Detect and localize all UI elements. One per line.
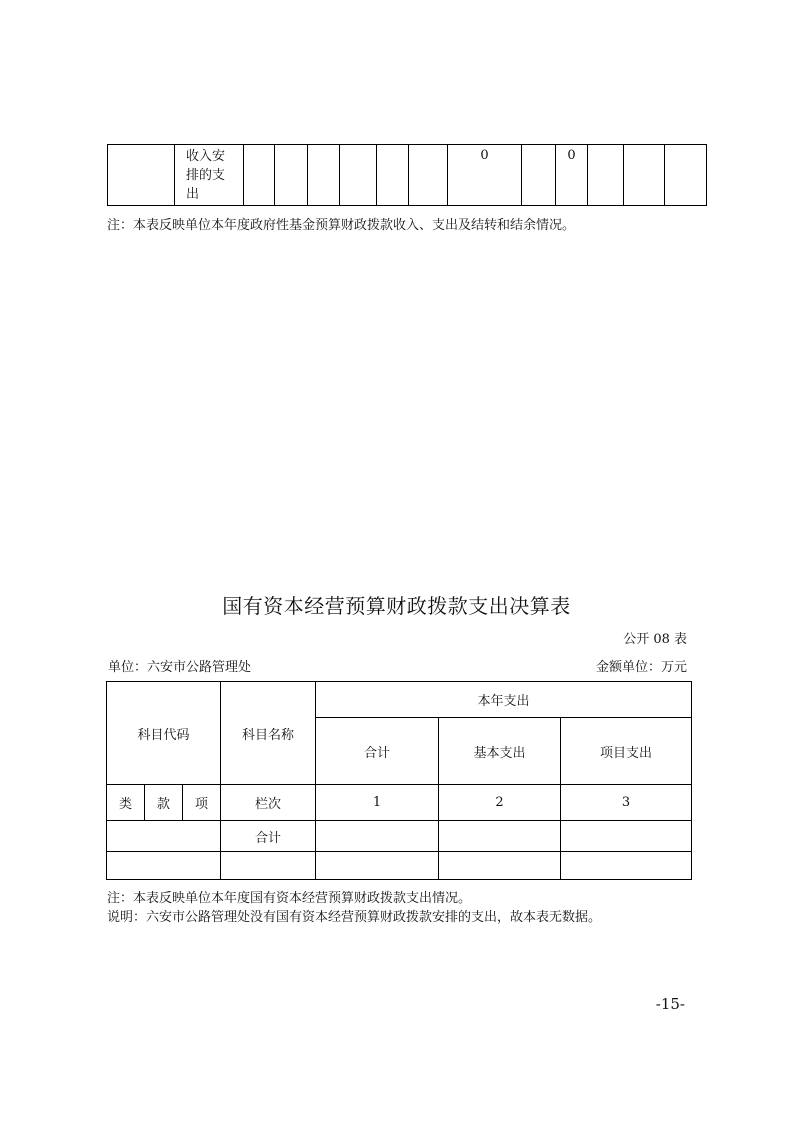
table-cell bbox=[561, 852, 692, 880]
unit-label: 单位：六安市公路管理处 bbox=[108, 660, 252, 675]
table-note: 注：本表反映单位本年度国有资本经营预算财政拨款支出情况。 bbox=[107, 891, 472, 906]
table-cell bbox=[439, 821, 561, 852]
table-row bbox=[107, 785, 692, 821]
column-number: 1 bbox=[316, 785, 439, 821]
table-cell bbox=[665, 145, 707, 206]
table-header-row bbox=[107, 682, 692, 718]
table-row bbox=[108, 145, 707, 206]
table-cell bbox=[377, 145, 409, 206]
value-cell: 0 bbox=[556, 145, 588, 206]
header-current-year-expenditure: 本年支出 bbox=[316, 682, 692, 718]
page-title: 国有资本经营预算财政拨款支出决算表 bbox=[222, 594, 571, 618]
table-cell bbox=[107, 852, 221, 880]
top-table-note: 注：本表反映单位本年度政府性基金预算财政拨款收入、支出及结转和结余情况。 bbox=[107, 218, 576, 233]
header-basic-expenditure: 基本支出 bbox=[439, 718, 561, 785]
header-xiang: 项 bbox=[183, 785, 221, 821]
header-lanci: 栏次 bbox=[221, 785, 316, 821]
table-row bbox=[107, 821, 692, 852]
table-cell bbox=[316, 821, 439, 852]
table-cell bbox=[439, 852, 561, 880]
table-cell bbox=[522, 145, 556, 206]
table-explanation: 说明：六安市公路管理处没有国有资本经营预算财政拨款安排的支出，故本表无数据。 bbox=[107, 910, 602, 925]
previous-table-fragment bbox=[107, 144, 707, 206]
column-number: 3 bbox=[561, 785, 692, 821]
total-label: 合计 bbox=[221, 821, 316, 852]
table-cell bbox=[624, 145, 665, 206]
table-cell bbox=[108, 145, 175, 206]
expenditure-table bbox=[106, 681, 692, 880]
table-cell bbox=[308, 145, 340, 206]
table-cell bbox=[244, 145, 275, 206]
header-project-expenditure: 项目支出 bbox=[561, 718, 692, 785]
column-number: 2 bbox=[439, 785, 561, 821]
table-cell bbox=[588, 145, 624, 206]
header-subject-code: 科目代码 bbox=[107, 682, 221, 785]
value-cell: 0 bbox=[448, 145, 522, 206]
header-lei: 类 bbox=[107, 785, 145, 821]
table-row bbox=[107, 852, 692, 880]
header-kuan: 款 bbox=[145, 785, 183, 821]
page-number: -15- bbox=[655, 995, 685, 1013]
table-cell bbox=[340, 145, 377, 206]
header-total: 合计 bbox=[316, 718, 439, 785]
row-label: 收入安 排的支 出 bbox=[175, 145, 244, 206]
table-cell bbox=[561, 821, 692, 852]
header-subject-name: 科目名称 bbox=[221, 682, 316, 785]
table-cell bbox=[316, 852, 439, 880]
table-cell bbox=[275, 145, 308, 206]
form-number: 公开 08 表 bbox=[623, 632, 687, 647]
amount-unit-label: 金额单位：万元 bbox=[595, 660, 687, 675]
table-cell bbox=[409, 145, 448, 206]
table-cell bbox=[107, 821, 221, 852]
table-cell bbox=[221, 852, 316, 880]
